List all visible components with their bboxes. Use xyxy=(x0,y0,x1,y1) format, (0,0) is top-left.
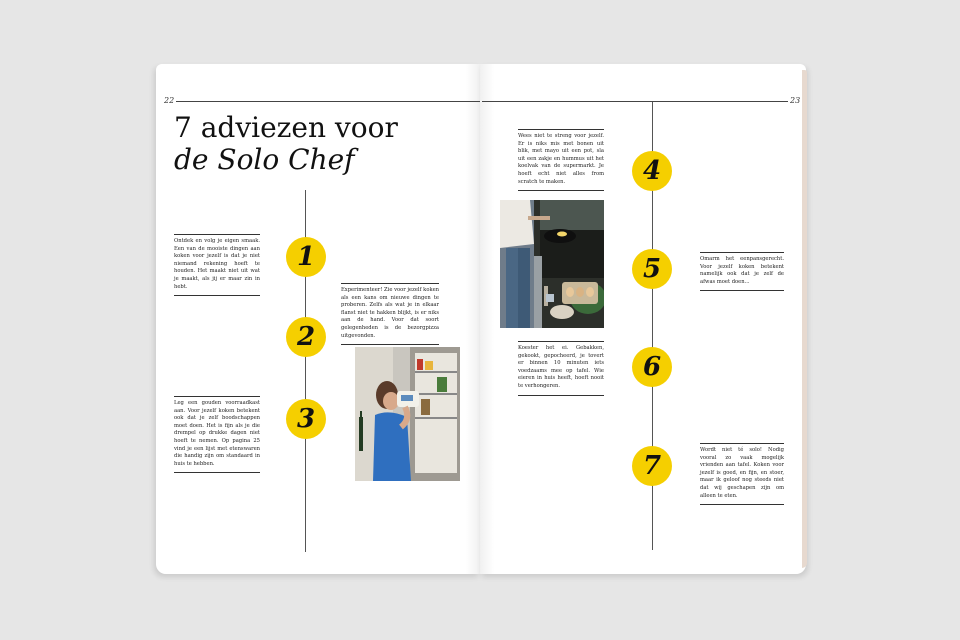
tip-6-number-badge: 6 xyxy=(632,347,672,387)
tip-2-text: Experimenteer! Zie voor jezelf koken als een kans om nieuwe dingen te proberen. Zelfs als wat je in elkaar flanst niet te hakken blijkt, is er niks aan de hand. Voor dat soort gelegenheden is de bezorgpizza uitgevonden. xyxy=(341,283,439,345)
tip-2-number-badge: 2 xyxy=(286,317,326,357)
tip-5-number-badge: 5 xyxy=(632,249,672,289)
tip-7-text: Wordt niet té solo! Nodig vooral zo vaak mogelijk vrienden aan tafel. Koken voor jezelf is goed, en fijn, en stoer, maar ik geloof nog steeds niet dat wij geschapen zijn om alleen te eten. xyxy=(700,443,784,505)
right-page-number: 23 xyxy=(790,96,801,105)
left-header-rule xyxy=(176,101,480,102)
title-line-2: de Solo Chef xyxy=(174,143,355,176)
page-title xyxy=(174,112,398,176)
photo-cooking-illustration xyxy=(500,200,604,328)
photo-woman-illustration xyxy=(355,347,460,481)
tip-1-text: Ontdek en volg je eigen smaak. Een van de mooiste dingen aan koken voor jezelf is dat je niet niemand rekening hoeft te houden. Het maakt niet uit wat je maakt, als jij er maar zin in hebt. xyxy=(174,234,260,296)
title-line-1: 7 adviezen voor xyxy=(174,111,398,144)
tip-4-text: Wees niet te streng voor jezelf. Er is niks mis met bonen uit blik, met mayo uit een pot, sla uit een zakje en hummus uit het koelvak van de supermarkt. Je hoeft echt niet alles from scratch te maken. xyxy=(518,129,604,191)
left-page-number: 22 xyxy=(164,96,175,105)
tip-3-text: Leg een gouden voorraadkast aan. Voor jezelf koken betekent ook dat je zelf boodschappen moet doen. Het is fijn als je die drempel op drukke dagen niet hoeft te nemen. Op pagina 25 vind je een lijst met etenswaren die handig zijn om standaard in huis te hebben. xyxy=(174,396,260,473)
tip-1-number-badge: 1 xyxy=(286,237,326,277)
tip-4-number-badge: 4 xyxy=(632,151,672,191)
photo-cooking-at-stove xyxy=(500,200,604,328)
tip-3-number-badge: 3 xyxy=(286,399,326,439)
tip-5-text: Omarm het eenpansgerecht. Voor jezelf koken betekent namelijk ook dat je zelf de afwas moet doen... xyxy=(700,252,784,291)
tip-7-number-badge: 7 xyxy=(632,446,672,486)
right-header-rule xyxy=(482,101,788,102)
tip-6-text: Koester het ei. Gebakken, gekookt, gepocheerd, je tovert er binnen 10 minuten iets voedzaams mee op tafel. Wie eieren in huis heeft, hoeft nooit te verhongeren. xyxy=(518,341,604,396)
photo-woman-drinking-at-fridge xyxy=(355,347,460,481)
page-edge xyxy=(802,70,807,568)
